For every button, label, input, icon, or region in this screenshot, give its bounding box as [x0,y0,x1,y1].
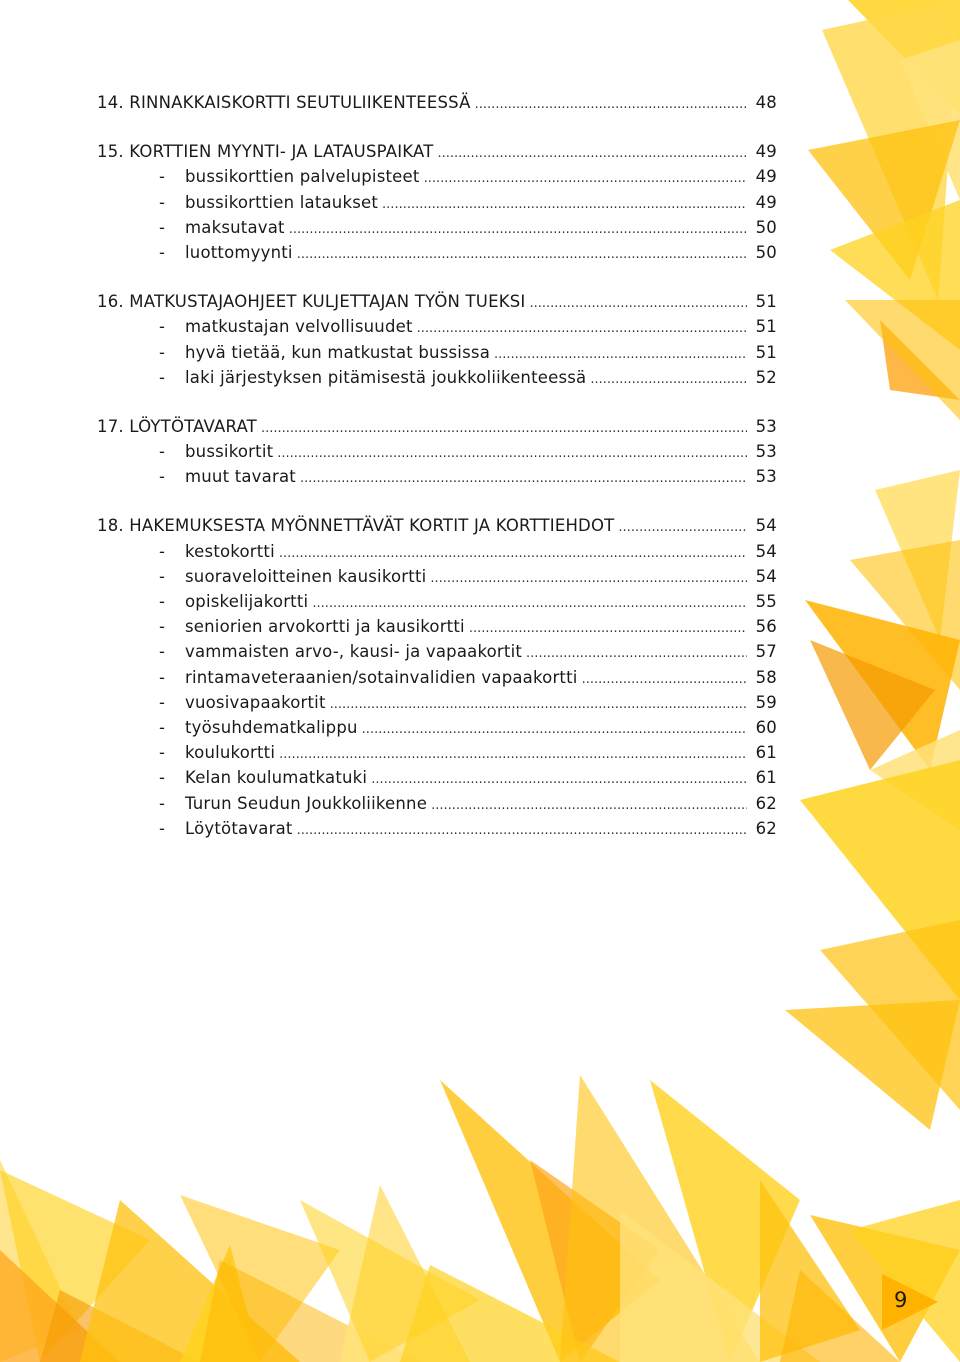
dot-leader [417,321,747,336]
toc-page-number: 51 [755,342,777,362]
bullet-dash: - [159,667,166,687]
dot-leader [529,296,747,311]
toc-item-row[interactable] [97,317,777,342]
toc-heading-title [97,417,257,436]
toc-item-label: muut tavarat [185,467,296,487]
bullet-dash: - [159,617,166,637]
toc-page-number: 55 [755,592,777,611]
toc-page-number: 59 [755,692,777,712]
toc-heading-number: 17. [97,416,124,436]
toc-item-label: työsuhdematkalippu [185,717,358,737]
dot-leader [330,697,747,712]
toc-page-number: 53 [755,442,777,462]
toc-item-label: luottomyynti [185,242,293,262]
toc-page-number: 49 [755,167,777,187]
toc-item-label: maksutavat [185,217,285,237]
toc-heading-row[interactable] [97,516,777,541]
dot-leader [590,372,747,387]
toc-heading-title [97,142,433,161]
bullet-dash: - [159,192,166,212]
toc-heading-text: MATKUSTAJAOHJEET KULJETTAJAN TYÖN TUEKSI [129,292,526,312]
dot-leader [279,747,747,762]
toc-page-number: 53 [755,416,777,436]
toc-item-row[interactable] [97,167,777,192]
bullet-dash: - [159,793,166,813]
bullet-dash: - [159,692,166,712]
bullet-dash: - [159,566,166,586]
toc-heading-number: 16. [97,292,124,312]
bullet-dash: - [159,242,166,262]
table-of-contents [97,93,777,868]
dot-leader [469,621,747,636]
toc-heading-title [97,516,614,535]
toc-item-row[interactable] [97,442,777,467]
toc-page-number: 50 [755,217,777,237]
dot-leader [300,471,747,486]
toc-item-row[interactable] [97,467,777,492]
dot-leader [289,222,747,237]
bullet-dash: - [159,167,166,187]
toc-item-row[interactable] [97,592,777,617]
toc-item-label: seniorien arvokortti ja kausikortti [185,617,465,637]
toc-item-label: hyvä tietää, kun matkustat bussissa [185,342,490,362]
toc-heading-number: 18. [97,516,124,536]
toc-heading-row[interactable] [97,292,777,317]
toc-item-row[interactable] [97,718,777,743]
toc-item-row[interactable] [97,567,777,592]
dot-leader [312,596,747,611]
toc-item-row[interactable] [97,768,777,793]
toc-heading-row[interactable] [97,93,777,118]
dot-leader [424,171,747,186]
toc-heading-title [97,292,525,311]
toc-item-label: suoraveloitteinen kausikortti [185,566,427,586]
page-number-triangle-icon [880,1272,940,1332]
toc-item-row[interactable] [97,368,777,393]
bullet-dash: - [159,818,166,838]
toc-page-number: 48 [755,93,777,112]
page-number-badge [880,1272,940,1332]
toc-item-label: bussikorttien palvelupisteet [185,167,420,187]
bullet-dash: - [159,442,166,462]
toc-item-label: Kelan koulumatkatuki [185,768,368,788]
triangle-shape [845,300,960,420]
dot-leader [431,798,747,813]
toc-item-row[interactable] [97,743,777,768]
dot-leader [277,446,747,461]
toc-page-number: 62 [755,793,777,813]
toc-item-label: kestokortti [185,541,275,561]
toc-item-label: vammaisten arvo-, kausi- ja vapaakortit [185,642,523,662]
dot-leader [475,97,747,112]
toc-heading-title [97,93,471,112]
bullet-dash: - [159,541,166,561]
toc-page-number: 51 [755,317,777,337]
dot-leader [362,722,747,737]
triangle-shape [785,1000,960,1130]
toc-heading-text: KORTTIEN MYYNTI- JA LATAUSPAIKAT [129,142,434,162]
bullet-dash: - [159,642,166,662]
toc-heading-row[interactable] [97,417,777,442]
toc-page-number: 61 [755,743,777,763]
toc-page-number: 49 [755,192,777,212]
toc-page-number: 54 [755,516,777,536]
toc-item-row[interactable] [97,642,777,667]
toc-page-number: 54 [755,566,777,586]
toc-page-number: 52 [755,367,777,387]
toc-heading-text: LÖYTÖTAVARAT [129,416,257,436]
toc-item-label: Turun Seudun Joukkoliikenne [185,793,428,813]
toc-page-number: 50 [755,242,777,262]
toc-item-label: Löytötavarat [185,818,293,838]
toc-page-number: 57 [755,642,777,662]
toc-page-number: 54 [755,541,777,561]
toc-item-row[interactable] [97,243,777,268]
dot-leader [494,347,747,362]
toc-heading-text: RINNAKKAISKORTTI SEUTULIIKENTEESSÄ [129,93,471,112]
page-number: 9 [894,1288,908,1312]
toc-page-number: 49 [755,142,777,162]
bullet-dash: - [159,717,166,737]
toc-section [97,142,777,268]
toc-heading-row[interactable] [97,142,777,167]
toc-section [97,93,777,118]
dot-leader [297,247,747,262]
bullet-dash: - [159,342,166,362]
dot-leader [382,197,747,212]
toc-item-row[interactable] [97,343,777,368]
toc-page-number: 60 [755,717,777,737]
toc-section [97,516,777,843]
toc-item-label: bussikorttien lataukset [185,192,379,212]
toc-page-number: 53 [755,467,777,487]
toc-item-label: koulukortti [185,743,276,763]
toc-item-label: opiskelijakortti [185,592,309,611]
toc-item-row[interactable] [97,617,777,642]
toc-page-number: 51 [755,292,777,312]
toc-item-row[interactable] [97,693,777,718]
toc-heading-text: HAKEMUKSESTA MYÖNNETTÄVÄT KORTIT JA KORTTIEHDOT [129,516,615,536]
bullet-dash: - [159,217,166,237]
toc-item-label: laki järjestyksen pitämisestä joukkoliikenteessä [185,367,587,387]
dot-leader [371,772,747,787]
bullet-dash: - [159,367,166,387]
toc-item-label: matkustajan velvollisuudet [185,317,413,337]
toc-heading-number: 14. [97,93,124,112]
toc-item-row[interactable] [97,218,777,243]
bullet-dash: - [159,317,166,337]
toc-section [97,292,777,393]
bullet-dash: - [159,768,166,788]
toc-page-number: 56 [755,617,777,637]
toc-section [97,417,777,493]
toc-item-label: rintamaveteraanien/sotainvalidien vapaakortti [185,667,578,687]
toc-item-row[interactable] [97,542,777,567]
bullet-dash: - [159,467,166,487]
toc-page-number: 58 [755,667,777,687]
toc-page-number: 61 [755,768,777,788]
toc-item-row[interactable] [97,193,777,218]
dot-leader [430,571,747,586]
dot-leader [297,823,747,838]
toc-item-row[interactable] [97,668,777,693]
dot-leader [437,146,747,161]
toc-heading-number: 15. [97,142,124,162]
dot-leader [618,520,747,535]
toc-item-label: vuosivapaakortit [185,692,326,712]
toc-item-label: bussikortit [185,442,274,462]
bullet-dash: - [159,592,166,611]
dot-leader [261,421,747,436]
toc-item-row[interactable] [97,794,777,819]
dot-leader [582,672,747,687]
toc-page-number: 62 [755,818,777,838]
dot-leader [279,546,747,561]
dot-leader [526,646,747,661]
bullet-dash: - [159,743,166,763]
toc-item-row[interactable] [97,819,777,844]
